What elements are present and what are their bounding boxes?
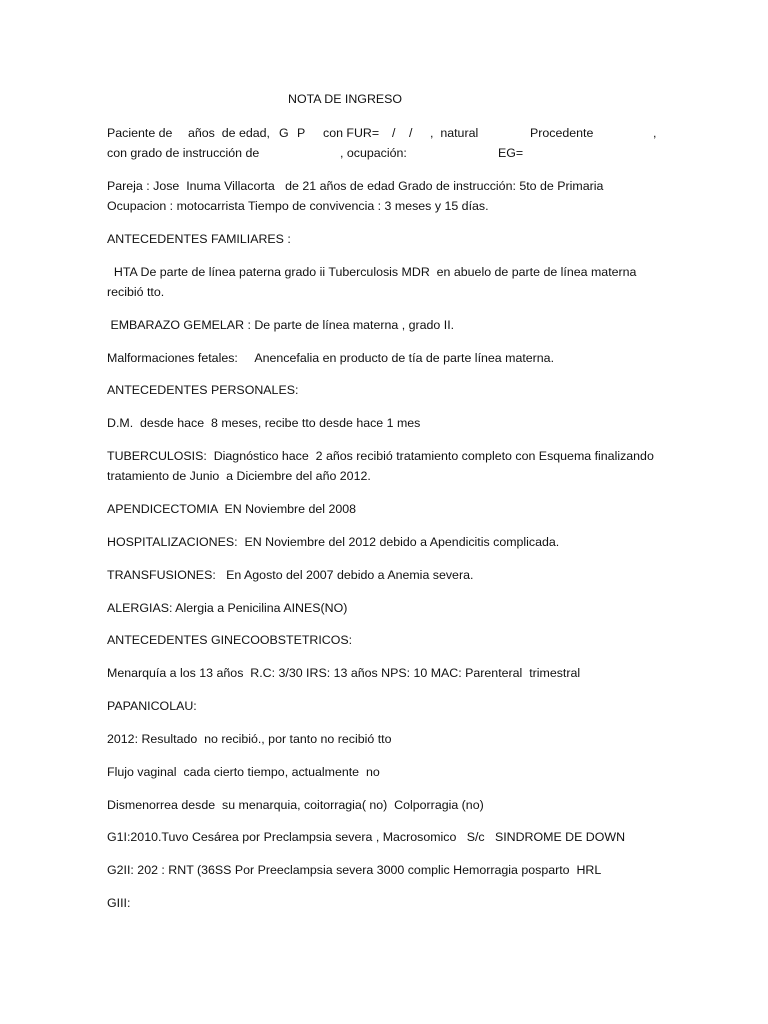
- text-line: APENDICECTOMIA EN Noviembre del 2008: [107, 502, 357, 516]
- text-line: ALERGIAS: Alergia a Penicilina AINES(NO): [107, 601, 348, 615]
- text-line: Ocupacion : motocarrista Tiempo de convivencia : 3 meses y 15 días.: [107, 199, 489, 213]
- text-line: HOSPITALIZACIONES: EN Noviembre del 2012 debido a Apendicitis complicada.: [107, 535, 560, 549]
- text-line: D.M. desde hace 8 meses, recibe tto desde hace 1 mes: [107, 416, 421, 430]
- header-natural: , natural: [430, 126, 479, 140]
- section-heading: PAPANICOLAU:: [107, 699, 197, 713]
- header-ocupacion: , ocupación:: [340, 146, 407, 160]
- section-heading: ANTECEDENTES PERSONALES:: [107, 383, 299, 397]
- text-line: Pareja : Jose Inuma Villacorta de 21 años de edad Grado de instrucción: 5to de Primaria: [107, 179, 604, 193]
- header-con-fur: con FUR=: [323, 126, 380, 140]
- header-con-grado: con grado de instrucción de: [107, 146, 260, 160]
- text-line: TUBERCULOSIS: Diagnóstico hace 2 años recibió tratamiento completo con Esquema finalizando: [107, 449, 654, 463]
- section-heading: ANTECEDENTES FAMILIARES :: [107, 232, 291, 246]
- text-line: 2012: Resultado no recibió., por tanto no recibió tto: [107, 732, 392, 746]
- text-line: HTA De parte de línea paterna grado ii Tuberculosis MDR en abuelo de parte de línea materna: [107, 265, 637, 279]
- text-line: recibió tto.: [107, 285, 165, 299]
- text-line: Dismenorrea desde su menarquia, coitorragia( no) Colporragia (no): [107, 798, 484, 812]
- header-g: G: [279, 126, 289, 140]
- text-line: G1I:2010.Tuvo Cesárea por Preclampsia severa , Macrosomico S/c SINDROME DE DOWN: [107, 830, 626, 844]
- header-anos-de-edad: años de edad,: [188, 126, 270, 140]
- header-p: P: [297, 126, 306, 140]
- document-title: NOTA DE INGRESO: [288, 92, 403, 106]
- header-comma: ,: [653, 126, 657, 140]
- text-line: GIII:: [107, 896, 131, 910]
- text-line: tratamiento de Junio a Diciembre del año 2012.: [107, 469, 371, 483]
- header-slash-2: /: [409, 126, 413, 140]
- text-line: Flujo vaginal cada cierto tiempo, actualmente no: [107, 765, 380, 779]
- text-line: G2II: 202 : RNT (36SS Por Preeclampsia severa 3000 complic Hemorragia posparto HRL: [107, 863, 602, 877]
- text-line: TRANSFUSIONES: En Agosto del 2007 debido a Anemia severa.: [107, 568, 474, 582]
- header-eg: EG=: [498, 146, 524, 160]
- header-procedente: Procedente: [530, 126, 594, 140]
- text-line: Malformaciones fetales: Anencefalia en producto de tía de parte línea materna.: [107, 351, 555, 365]
- header-slash-1: /: [392, 126, 396, 140]
- section-heading: ANTECEDENTES GINECOOBSTETRICOS:: [107, 633, 353, 647]
- header-paciente-de: Paciente de: [107, 126, 173, 140]
- text-line: EMBARAZO GEMELAR : De parte de línea materna , grado II.: [107, 318, 455, 332]
- text-line: Menarquía a los 13 años R.C: 3/30 IRS: 13 años NPS: 10 MAC: Parenteral trimestral: [107, 666, 581, 680]
